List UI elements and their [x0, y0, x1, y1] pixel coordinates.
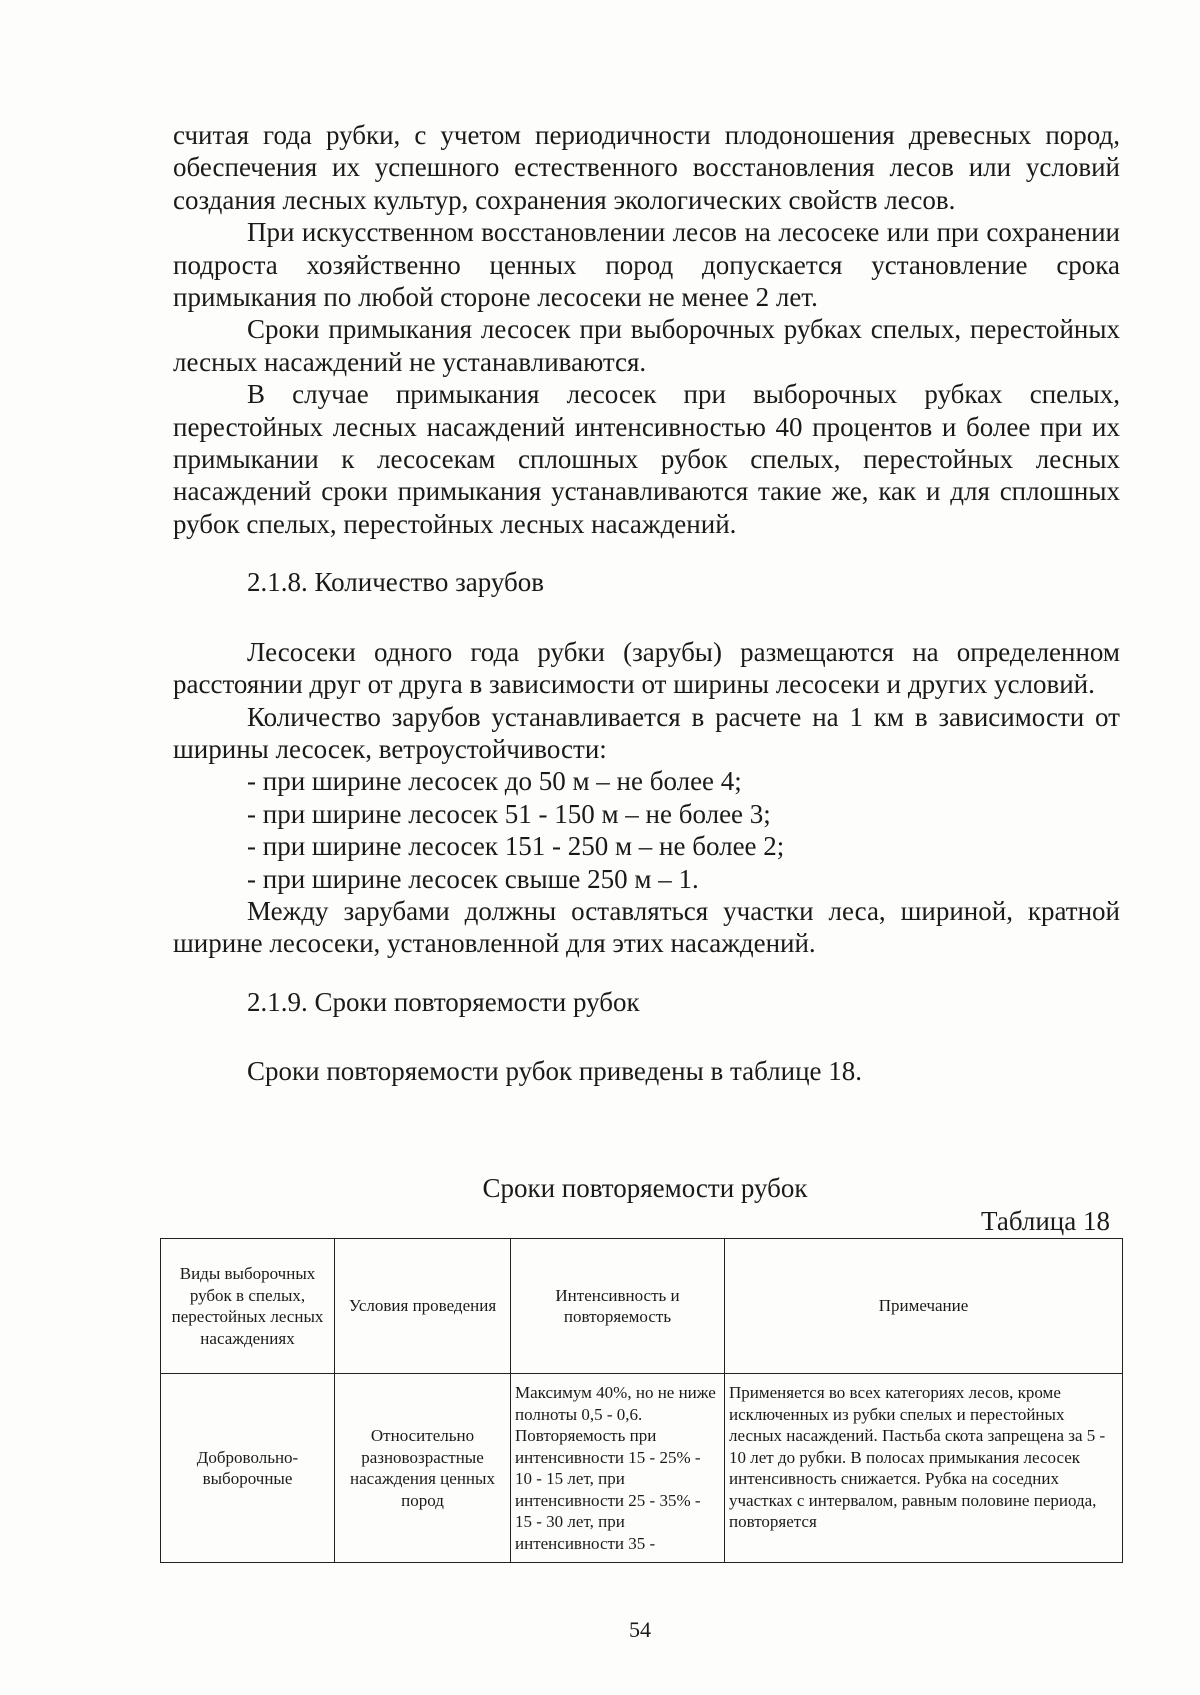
paragraph: В случае примыкания лесосек при выборочных рубках спелых, перестойных лесных насаждений интенсивностью 40 процентов и более при их примыкании к лесосекам сплошных рубок спелых, перестойных лесных насаждений сроки примыкания устанавливаются такие же, как и для сплошных рубок спелых, перестойных лесных насаждений.	[173, 379, 1120, 539]
section-heading-2-1-8: 2.1.8. Количество зарубов	[247, 567, 544, 598]
table-cell: Максимум 40%, но не ниже полноты 0,5 - 0,6. Повторяемость при интенсивности 15 - 25% - 10 - 15 лет, при интенсивности 25 - 35% - 15 - 30 лет, при интенсивности 35 -	[511, 1374, 725, 1563]
page-number: 54	[629, 1617, 651, 1642]
table-header-cell: Условия проведения	[335, 1239, 511, 1374]
section-heading-2-1-9: 2.1.9. Сроки повторяемости рубок	[247, 986, 640, 1017]
list-item: - при ширине лесосек свыше 250 м – 1.	[247, 863, 699, 894]
list-item: - при ширине лесосек 151 - 250 м – не более 2;	[247, 831, 785, 862]
table-header-cell: Виды выборочных рубок в спелых, перестойных лесных насаждениях	[161, 1239, 335, 1374]
paragraph: Между зарубами должны оставляться участки леса, шириной, кратной ширине лесосеки, установленной для этих насаждений.	[173, 895, 1120, 959]
table-cell: Относительно разновозрастные насаждения ценных пород	[335, 1374, 511, 1563]
paragraph: Сроки примыкания лесосек при выборочных рубках спелых, перестойных лесных насаждений не устанавливаются.	[173, 314, 1120, 377]
table-header-row	[161, 1239, 1123, 1374]
table-cell: Применяется во всех категориях лесов, кроме исключенных из рубки спелых и перестойных лесных насаждений. Пастьба скота запрещена за 5 - 10 лет до рубки. В полосах примыкания лесосек интенсивность снижается. Рубка на соседних участках с интервалом, равным половине периода, повторяется	[725, 1374, 1123, 1563]
table-header-cell: Примечание	[725, 1239, 1123, 1374]
table-number: Таблица 18	[981, 1206, 1110, 1236]
table-row	[161, 1374, 1123, 1563]
paragraph: При искусственном восстановлении лесов на лесосеке или при сохранении подроста хозяйственно ценных пород допускается установление срока примыкания по любой стороне лесосеки не менее 2 лет.	[173, 217, 1120, 313]
table-title: Сроки повторяемости рубок	[482, 1173, 808, 1203]
paragraph: считая года рубки, с учетом периодичности плодоношения древесных пород, обеспечения их успешного естественного восстановления лесов или условий создания лесных культур, сохранения экологических свойств лесов.	[173, 120, 1120, 215]
list-item: - при ширине лесосек 51 - 150 м – не более 3;	[247, 798, 771, 829]
body-text	[173, 119, 1120, 1088]
paragraph: Лесосеки одного года рубки (зарубы) размещаются на определенном расстоянии друг от друга в зависимости от ширины лесосеки и других условий.	[173, 636, 1120, 700]
repetition-periods-table	[160, 1238, 1123, 1563]
list-item: - при ширине лесосек до 50 м – не более 4;	[247, 766, 742, 797]
paragraph: Количество зарубов устанавливается в расчете на 1 км в зависимости от ширины лесосек, ветроустойчивости:	[173, 701, 1120, 764]
table-header-cell: Интенсивность и повторяемость	[511, 1239, 725, 1374]
table-cell: Добровольно-выборочные	[161, 1374, 335, 1563]
paragraph: Сроки повторяемости рубок приведены в таблице 18.	[247, 1056, 863, 1087]
